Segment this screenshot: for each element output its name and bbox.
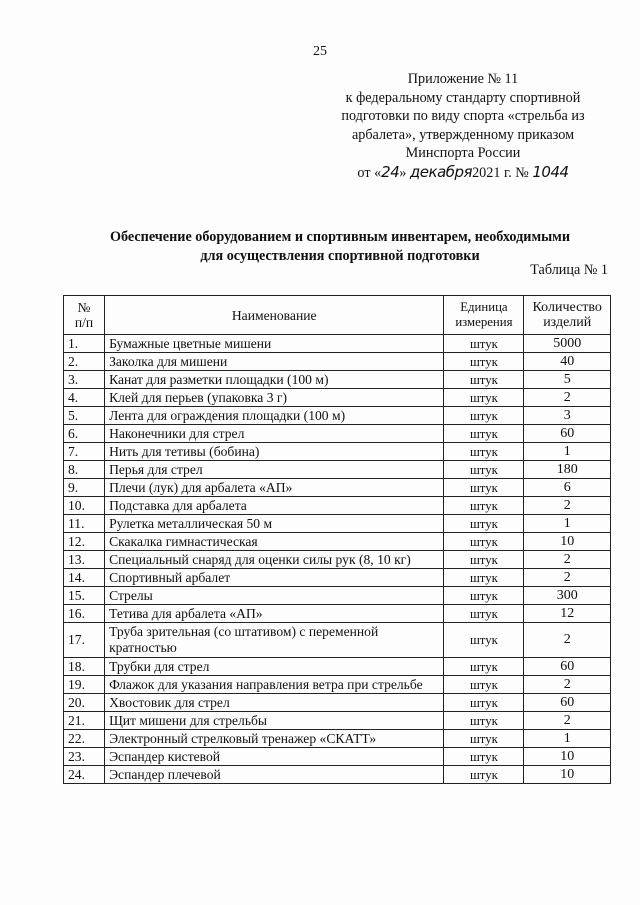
- row-name: Специальный снаряд для оценки силы рук (8, 10 кг): [105, 551, 444, 569]
- row-quantity: 60: [524, 658, 611, 676]
- table-row: [64, 497, 611, 515]
- row-quantity: 2: [524, 623, 611, 658]
- row-name: Нить для тетивы (бобина): [105, 443, 444, 461]
- row-unit: штук: [444, 730, 524, 748]
- row-quantity: 10: [524, 766, 611, 784]
- header-unit-line: Единица: [460, 300, 508, 314]
- row-quantity: 2: [524, 497, 611, 515]
- row-name: Хвостовик для стрел: [105, 694, 444, 712]
- row-number: 12.: [64, 533, 105, 551]
- row-quantity: 60: [524, 694, 611, 712]
- row-name: Бумажные цветные мишени: [105, 335, 444, 353]
- row-quantity: 1: [524, 730, 611, 748]
- row-unit: штук: [444, 694, 524, 712]
- row-name: Канат для разметки площадки (100 м): [105, 371, 444, 389]
- row-name: Флажок для указания направления ветра при стрельбе: [105, 676, 444, 694]
- row-number: 18.: [64, 658, 105, 676]
- row-unit: штук: [444, 515, 524, 533]
- row-unit: штук: [444, 748, 524, 766]
- row-quantity: 10: [524, 533, 611, 551]
- row-name: Труба зрительная (со штативом) с переменной кратностью: [105, 623, 444, 658]
- row-number: 14.: [64, 569, 105, 587]
- row-unit: штук: [444, 335, 524, 353]
- table-row: [64, 623, 611, 658]
- table-row: [64, 443, 611, 461]
- row-number: 10.: [64, 497, 105, 515]
- header-name: Наименование: [105, 296, 444, 335]
- row-name: Подставка для арбалета: [105, 497, 444, 515]
- row-name: Эспандер кистевой: [105, 748, 444, 766]
- table-header-row: [64, 296, 611, 335]
- table-row: [64, 569, 611, 587]
- date-prefix: от «: [357, 164, 382, 181]
- row-number: 3.: [64, 371, 105, 389]
- header-qty: [524, 296, 611, 335]
- row-name: Наконечники для стрел: [105, 425, 444, 443]
- row-quantity: 3: [524, 407, 611, 425]
- row-name: Электронный стрелковый тренажер «СКАТТ»: [105, 730, 444, 748]
- row-number: 22.: [64, 730, 105, 748]
- row-number: 6.: [64, 425, 105, 443]
- page-number: 25: [313, 44, 327, 59]
- row-name: Тетива для арбалета «АП»: [105, 605, 444, 623]
- row-quantity: 5000: [524, 335, 611, 353]
- table-row: [64, 353, 611, 371]
- row-name: Клей для перьев (упаковка 3 г): [105, 389, 444, 407]
- row-number: 13.: [64, 551, 105, 569]
- row-name: Рулетка металлическая 50 м: [105, 515, 444, 533]
- row-unit: штук: [444, 533, 524, 551]
- document-title: [60, 228, 620, 265]
- table-row: [64, 479, 611, 497]
- row-unit: штук: [444, 766, 524, 784]
- row-quantity: 10: [524, 748, 611, 766]
- row-unit: штук: [444, 658, 524, 676]
- table-row: [64, 676, 611, 694]
- row-quantity: 300: [524, 587, 611, 605]
- row-unit: штук: [444, 407, 524, 425]
- row-name: Плечи (лук) для арбалета «АП»: [105, 479, 444, 497]
- row-quantity: 12: [524, 605, 611, 623]
- table-row: [64, 425, 611, 443]
- handwritten-day: 24: [381, 162, 400, 181]
- row-number: 17.: [64, 623, 105, 658]
- table-row: [64, 658, 611, 676]
- header-unit-line: измерения: [455, 315, 513, 329]
- table-row: [64, 712, 611, 730]
- row-unit: штук: [444, 461, 524, 479]
- row-name: Лента для ограждения площадки (100 м): [105, 407, 444, 425]
- row-unit: штук: [444, 389, 524, 407]
- table-row: [64, 371, 611, 389]
- table-row: [64, 461, 611, 479]
- equipment-table: [63, 295, 611, 784]
- row-name: Эспандер плечевой: [105, 766, 444, 784]
- row-unit: штук: [444, 623, 524, 658]
- table-row: [64, 551, 611, 569]
- row-number: 7.: [64, 443, 105, 461]
- row-unit: штук: [444, 371, 524, 389]
- row-quantity: 40: [524, 353, 611, 371]
- row-quantity: 60: [524, 425, 611, 443]
- row-unit: штук: [444, 605, 524, 623]
- header-num-line: п/п: [74, 315, 94, 330]
- row-name: Спортивный арбалет: [105, 569, 444, 587]
- handwritten-month: декабря: [409, 162, 473, 181]
- title-line: для осуществления спортивной подготовки: [200, 247, 480, 264]
- row-number: 5.: [64, 407, 105, 425]
- table-row: [64, 748, 611, 766]
- row-quantity: 1: [524, 443, 611, 461]
- row-unit: штук: [444, 353, 524, 371]
- row-number: 11.: [64, 515, 105, 533]
- row-name: Перья для стрел: [105, 461, 444, 479]
- row-quantity: 2: [524, 389, 611, 407]
- row-number: 1.: [64, 335, 105, 353]
- row-number: 9.: [64, 479, 105, 497]
- row-unit: штук: [444, 479, 524, 497]
- row-unit: штук: [444, 676, 524, 694]
- row-unit: штук: [444, 425, 524, 443]
- row-number: 23.: [64, 748, 105, 766]
- appendix-line: арбалета», утвержденному приказом: [351, 126, 575, 143]
- row-number: 8.: [64, 461, 105, 479]
- row-name: Щит мишени для стрельбы: [105, 712, 444, 730]
- table-row: [64, 533, 611, 551]
- header-unit: [444, 296, 524, 335]
- table-row: [64, 587, 611, 605]
- row-name: Скакалка гимнастическая: [105, 533, 444, 551]
- row-name: Стрелы: [105, 587, 444, 605]
- order-date-line: [318, 163, 608, 183]
- date-mid: »: [399, 164, 407, 181]
- row-number: 4.: [64, 389, 105, 407]
- appendix-line: Приложение № 11: [407, 71, 519, 87]
- date-year: 2021 г. №: [472, 164, 529, 181]
- row-quantity: 6: [524, 479, 611, 497]
- appendix-header: [318, 70, 608, 183]
- row-quantity: 5: [524, 371, 611, 389]
- appendix-line: к федеральному стандарту спортивной: [345, 89, 581, 106]
- table-body: [64, 335, 611, 784]
- row-unit: штук: [444, 443, 524, 461]
- row-number: 16.: [64, 605, 105, 623]
- table-row: [64, 730, 611, 748]
- row-name: Заколка для мишени: [105, 353, 444, 371]
- appendix-line: подготовки по виду спорта «стрельба из: [341, 108, 585, 125]
- row-name: Трубки для стрел: [105, 658, 444, 676]
- row-quantity: 2: [524, 676, 611, 694]
- row-number: 19.: [64, 676, 105, 694]
- row-quantity: 2: [524, 551, 611, 569]
- header-num-line: №: [77, 300, 91, 315]
- row-quantity: 2: [524, 569, 611, 587]
- header-num: [64, 296, 105, 335]
- table-row: [64, 515, 611, 533]
- table-row: [64, 694, 611, 712]
- row-quantity: 2: [524, 712, 611, 730]
- row-unit: штук: [444, 551, 524, 569]
- title-line: Обеспечение оборудованием и спортивным инвентарем, необходимыми: [109, 229, 571, 245]
- row-unit: штук: [444, 497, 524, 515]
- row-number: 15.: [64, 587, 105, 605]
- header-qty-line: Количество: [532, 300, 602, 315]
- table-row: [64, 335, 611, 353]
- row-unit: штук: [444, 569, 524, 587]
- appendix-line: Минспорта России: [405, 145, 521, 162]
- row-quantity: 180: [524, 461, 611, 479]
- row-number: 21.: [64, 712, 105, 730]
- handwritten-order-number: 1044: [532, 162, 569, 181]
- row-unit: штук: [444, 587, 524, 605]
- row-number: 24.: [64, 766, 105, 784]
- row-number: 20.: [64, 694, 105, 712]
- table-label: Таблица № 1: [530, 262, 608, 278]
- table-row: [64, 605, 611, 623]
- row-quantity: 1: [524, 515, 611, 533]
- header-qty-line: изделий: [543, 315, 592, 330]
- table-row: [64, 766, 611, 784]
- table-row: [64, 389, 611, 407]
- row-number: 2.: [64, 353, 105, 371]
- table-row: [64, 407, 611, 425]
- row-unit: штук: [444, 712, 524, 730]
